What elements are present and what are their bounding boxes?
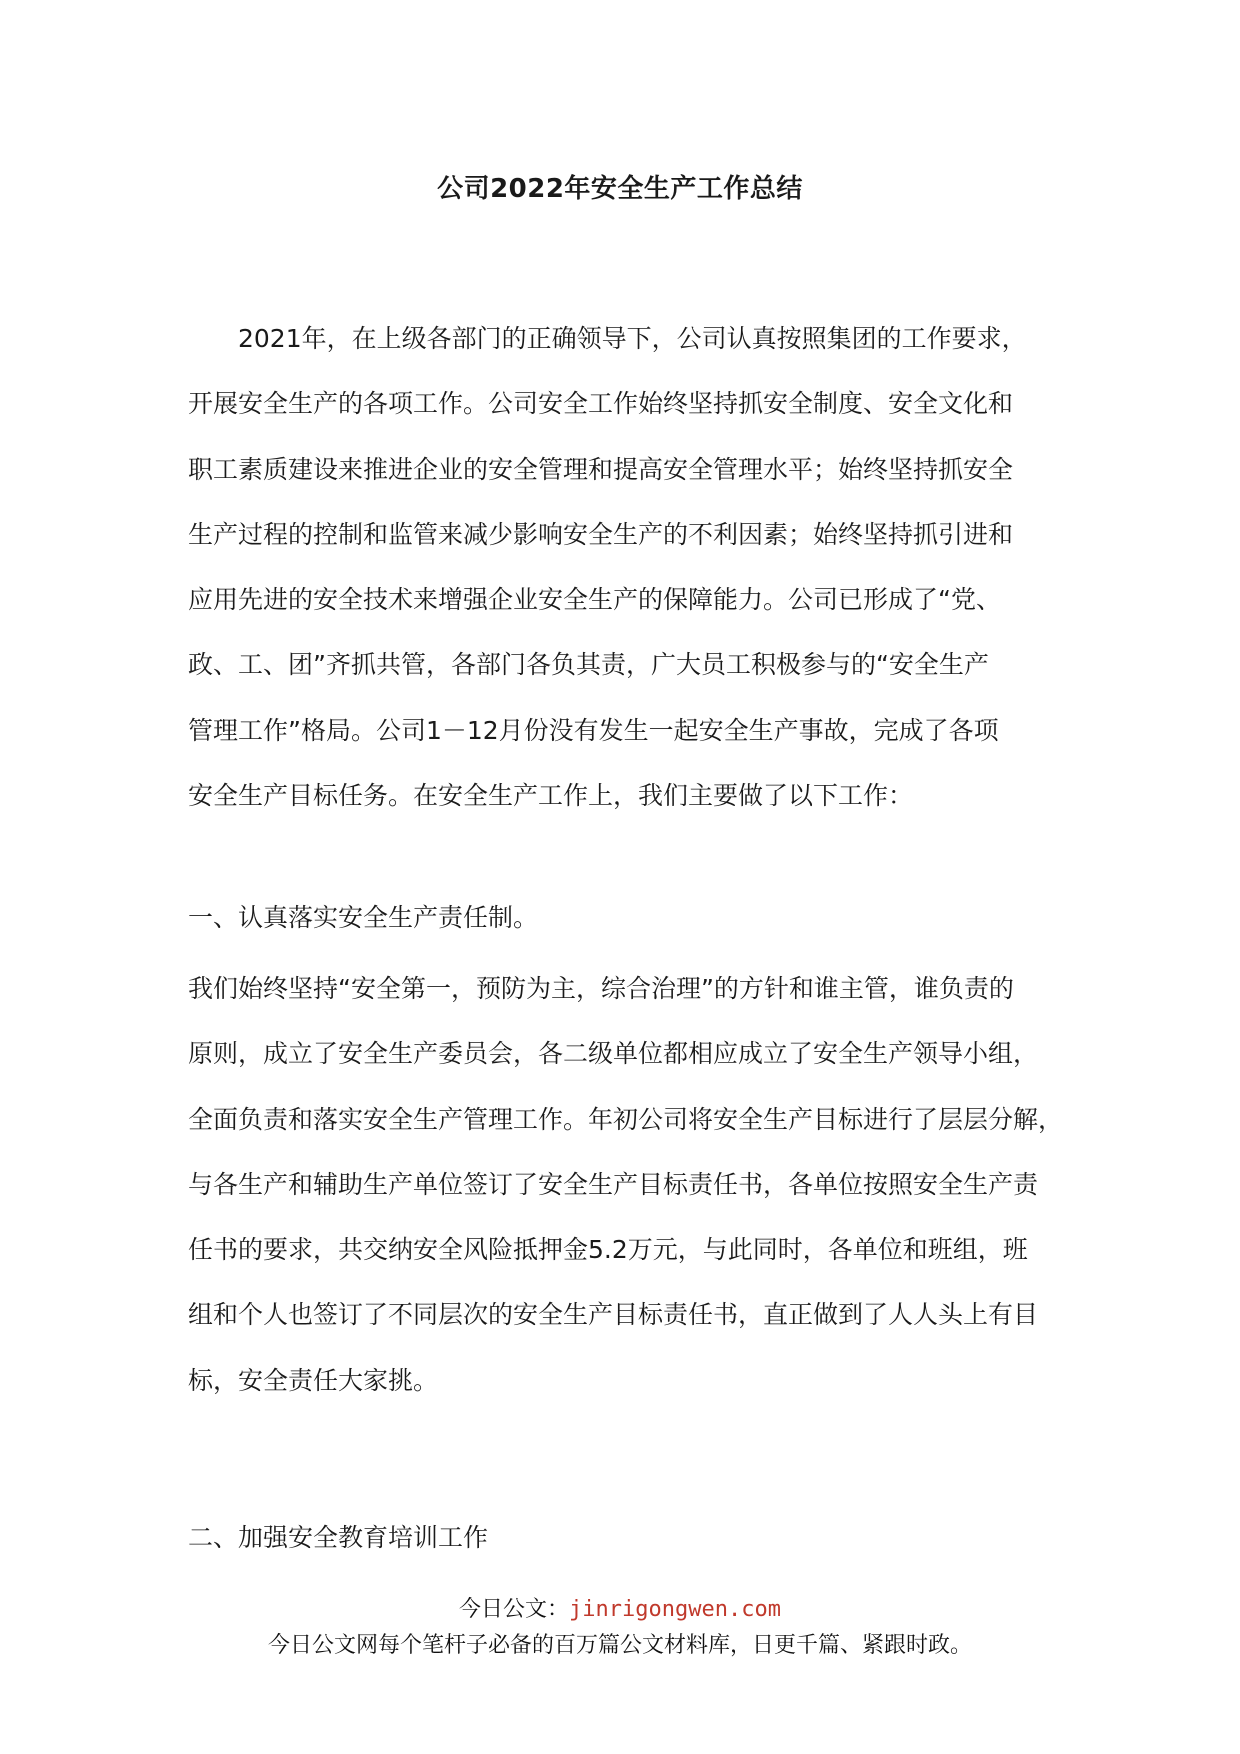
footer-label: 今日公文：: [459, 1597, 570, 1622]
paragraph-line: 我们始终坚持“安全第一，预防为主，综合治理”的方针和谁主管，谁负责的: [188, 974, 1014, 1003]
paragraph-line: 任书的要求，共交纳安全风险抵押金5.2万元，与此同时，各单位和班组，班: [188, 1235, 1028, 1265]
paragraph-line: 标，安全责任大家挑。: [188, 1365, 439, 1395]
footer-slogan: 今日公文网每个笔杆子必备的百万篇公文材料库，日更千篇、紧跟时政。: [267, 1633, 972, 1658]
paragraph-line: 职工素质建设来推进企业的安全管理和提高安全管理水平；始终坚持抓安全: [188, 454, 1014, 484]
footer-site-link[interactable]: jinrigongwen.com: [569, 1597, 781, 1622]
paragraph-line: 组和个人也签订了不同层次的安全生产目标责任书，直正做到了人人头上有目: [188, 1300, 1039, 1330]
section-heading-2: 二、加强安全教育培训工作: [188, 1523, 489, 1552]
section-heading-1: 一、认真落实安全生产责任制。: [188, 903, 539, 932]
paragraph-line: 原则，成立了安全生产委员会，各二级单位都相应成立了安全生产领导小组，: [188, 1039, 1039, 1069]
paragraph-line: 生产过程的控制和监管来减少影响安全生产的不利因素；始终坚持抓引进和: [188, 519, 1014, 549]
paragraph-line: 开展安全生产的各项工作。公司安全工作始终坚持抓安全制度、安全文化和: [188, 389, 1014, 419]
footer-source: [0, 1592, 1240, 1623]
paragraph-line: 与各生产和辅助生产单位签订了安全生产目标责任书，各单位按照安全生产责: [188, 1169, 1039, 1199]
paragraph-line: 应用先进的安全技术来增强企业安全生产的保障能力。公司已形成了“党、: [188, 585, 1001, 615]
paragraph-line: 管理工作”格局。公司1－12月份没有发生一起安全生产事故，完成了各项: [188, 715, 999, 745]
section-1-paragraph: [188, 956, 1064, 1413]
paragraph-line: 全面负责和落实安全生产管理工作。年初公司将安全生产目标进行了层层分解，: [188, 1104, 1064, 1134]
paragraph-line: 安全生产目标任务。在安全生产工作上，我们主要做了以下工作：: [188, 781, 914, 811]
paragraph-line: 2021年，在上级各部门的正确领导下，公司认真按照集团的工作要求，: [238, 324, 1027, 353]
paragraph-line: 政、工、团”齐抓共管，各部门各负其责，广大员工积极参与的“安全生产: [188, 650, 989, 680]
intro-paragraph: [188, 306, 1060, 828]
document-title: 公司2022年安全生产工作总结: [437, 174, 803, 204]
